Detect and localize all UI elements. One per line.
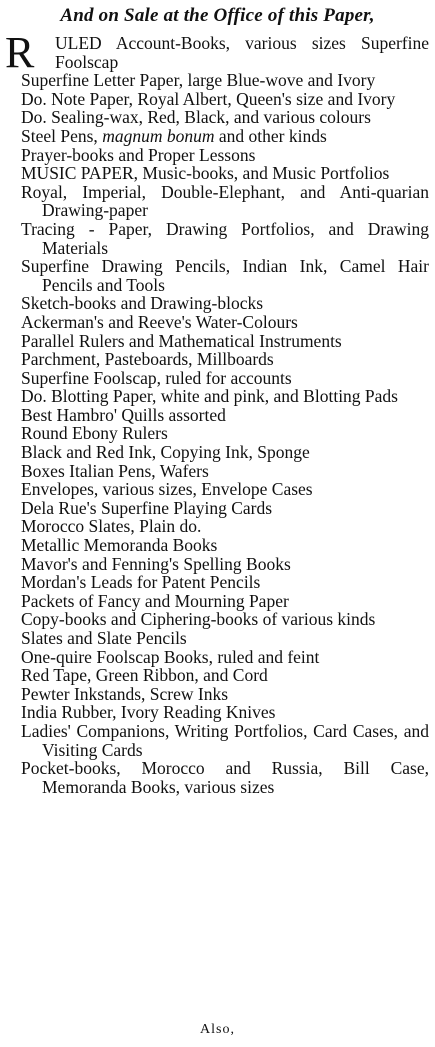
list-item [0, 536, 435, 555]
item-text: Pocket-books, Morocco and Russia, Bill Case, Memoranda Books, various sizes [21, 758, 429, 797]
list-item [0, 499, 435, 518]
list-item [0, 127, 435, 146]
list-item [0, 313, 435, 332]
advert-heading: And on Sale at the Office of this Paper, [60, 5, 375, 26]
list-item [0, 648, 435, 667]
item-text: Superfine Drawing Pencils, Indian Ink, Camel Hair Pencils and Tools [21, 256, 429, 295]
item-text: Do. Note Paper, Royal Albert, Queen's size and Ivory [21, 88, 396, 109]
list-item [0, 257, 435, 294]
item-text: Prayer-books and Proper Lessons [21, 144, 256, 165]
list-item [0, 703, 435, 722]
item-text: Do. Blotting Paper, white and pink, and Blotting Pads [21, 386, 398, 407]
list-item [0, 369, 435, 388]
list-item [0, 685, 435, 704]
item-text: Red Tape, Green Ribbon, and Cord [21, 665, 268, 686]
list-item [0, 220, 435, 257]
item-text: Best Hambro' Quills assorted [21, 404, 226, 425]
drop-cap: R [5, 28, 35, 77]
item-italic-text: magnum bonum [102, 125, 215, 146]
item-text: Royal, Imperial, Double-Elephant, and Anti-quarian Drawing-paper [21, 181, 429, 221]
list-item [0, 424, 435, 443]
list-item [0, 350, 435, 369]
item-text: Parchment, Pasteboards, Millboards [21, 349, 274, 370]
item-text: Mordan's Leads for Patent Pencils [21, 572, 261, 593]
item-list [0, 28, 435, 797]
item-text: Superfine Foolscap, ruled for accounts [21, 367, 292, 388]
list-item [0, 592, 435, 611]
list-item [0, 406, 435, 425]
item-text: Packets of Fancy and Mourning Paper [21, 590, 289, 611]
list-item [0, 108, 435, 127]
list-item [0, 90, 435, 109]
list-item [0, 555, 435, 574]
item-text: MUSIC PAPER, Music-books, and Music Portfolios [21, 163, 390, 184]
list-item [0, 610, 435, 629]
list-item [0, 462, 435, 481]
item-text: Black and Red Ink, Copying Ink, Sponge [21, 442, 310, 463]
list-item [0, 164, 435, 183]
item-text: Steel Pens, [21, 125, 103, 146]
also-footer: Also, [200, 1022, 235, 1037]
item-text: Metallic Memoranda Books [21, 535, 218, 556]
item-text: ULED Account-Books, various sizes Superfine Foolscap [55, 33, 429, 72]
list-item [0, 28, 435, 77]
item-text: Tracing - Paper, Drawing Portfolios, and Drawing Materials [21, 218, 429, 258]
list-item [0, 294, 435, 313]
list-item [0, 573, 435, 592]
list-item [0, 183, 435, 220]
list-item [0, 146, 435, 165]
list-item [0, 629, 435, 648]
list-item [0, 71, 435, 90]
item-text: Mavor's and Fenning's Spelling Books [21, 553, 291, 574]
item-text: Copy-books and Ciphering-books of various kinds [21, 609, 376, 630]
list-item [0, 332, 435, 351]
list-item [0, 517, 435, 536]
item-text: Ackerman's and Reeve's Water-Colours [21, 311, 298, 332]
item-text: Sketch-books and Drawing-blocks [21, 293, 264, 314]
item-text: Morocco Slates, Plain do. [21, 516, 202, 537]
list-item [0, 722, 435, 759]
item-text: Boxes Italian Pens, Wafers [21, 460, 209, 481]
list-item [0, 443, 435, 462]
list-item [0, 387, 435, 406]
item-text: Dela Rue's Superfine Playing Cards [21, 497, 273, 518]
item-text: Round Ebony Rulers [21, 423, 168, 444]
list-item [0, 759, 435, 796]
list-item [0, 666, 435, 685]
item-text: Pewter Inkstands, Screw Inks [21, 683, 229, 704]
item-text: Superfine Letter Paper, large Blue-wove and Ivory [21, 70, 376, 91]
item-text: One-quire Foolscap Books, ruled and feint [21, 646, 320, 667]
item-text: Envelopes, various sizes, Envelope Cases [21, 479, 313, 500]
item-text: Do. Sealing-wax, Red, Black, and various colours [21, 107, 371, 128]
list-item [0, 480, 435, 499]
item-text: and other kinds [214, 125, 327, 146]
item-text: India Rubber, Ivory Reading Knives [21, 702, 276, 723]
item-text: Parallel Rulers and Mathematical Instruments [21, 330, 342, 351]
item-text: Ladies' Companions, Writing Portfolios, Card Cases, and Visiting Cards [21, 720, 429, 760]
item-text: Slates and Slate Pencils [21, 628, 187, 648]
